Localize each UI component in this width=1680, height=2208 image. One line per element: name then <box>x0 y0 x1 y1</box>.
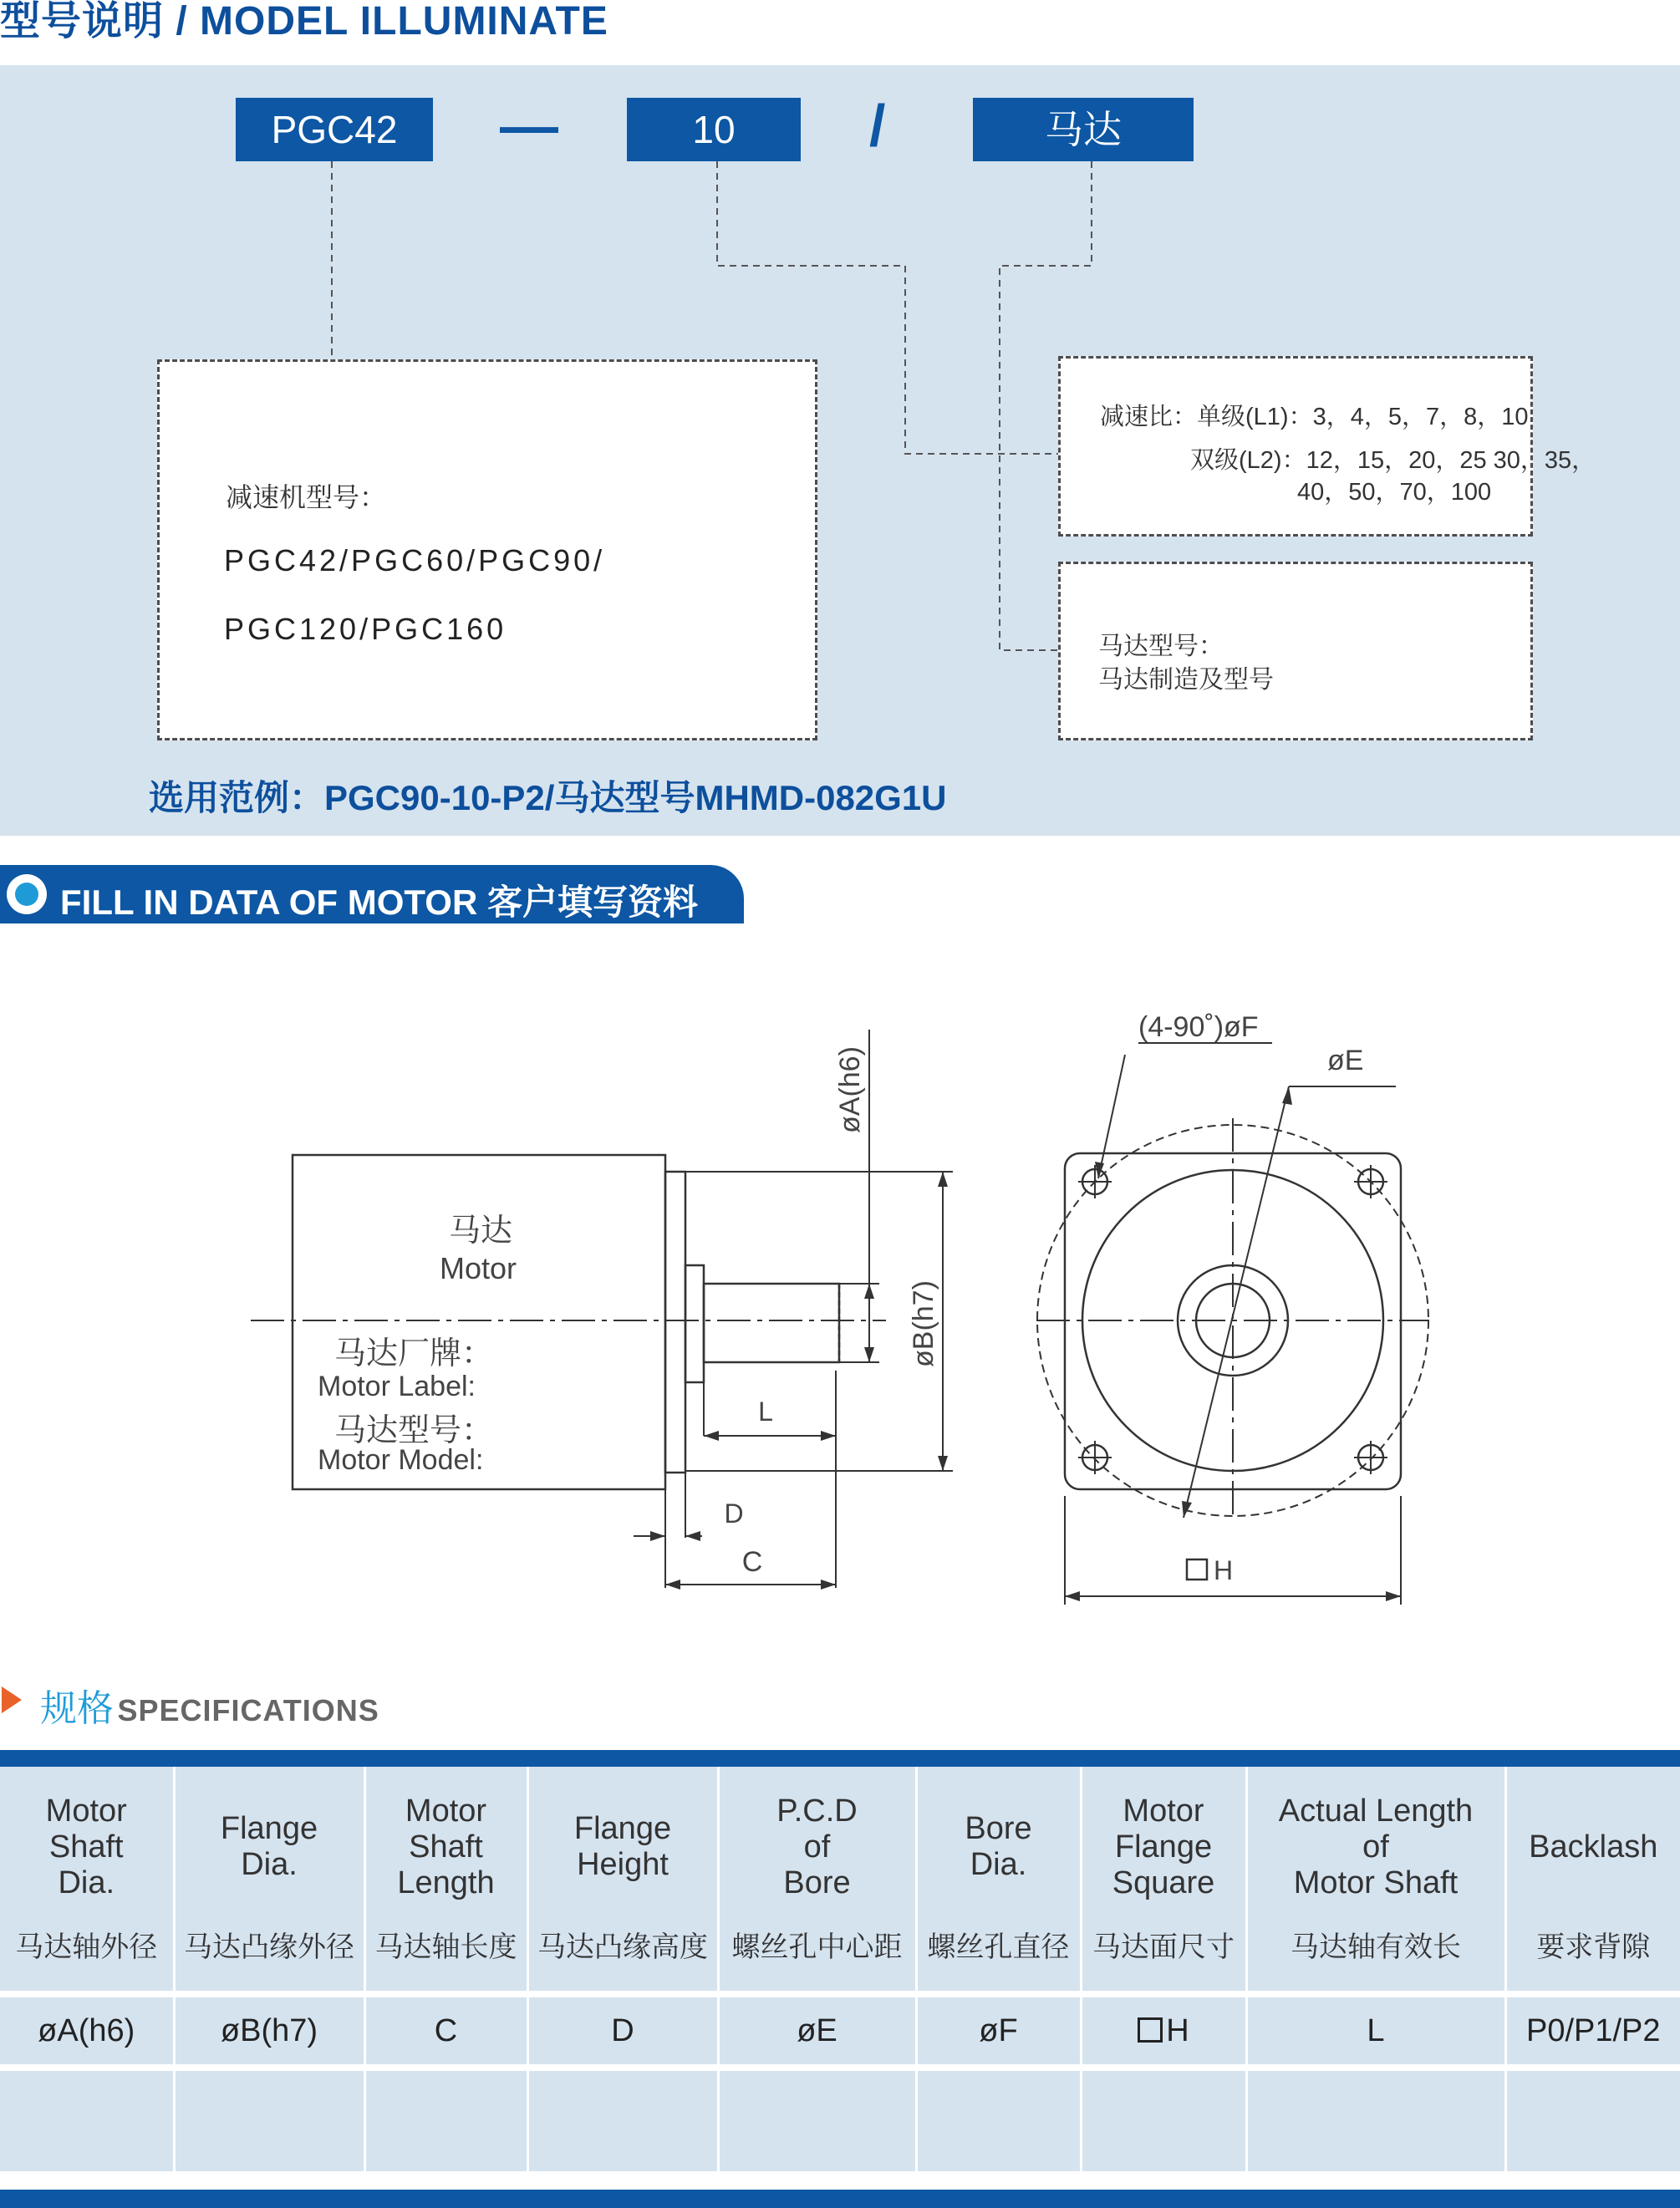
dim-e-label: øE <box>1327 1045 1364 1076</box>
spec-symbol-cell: H <box>1081 1994 1246 2068</box>
spec-input-cell[interactable] <box>1081 2068 1246 2171</box>
motor-dimension-drawing <box>0 953 1680 1613</box>
spec-input-cell[interactable] <box>718 2068 916 2171</box>
dim-h-label: H <box>1214 1555 1234 1585</box>
ratio-single-row <box>1100 398 1529 432</box>
spec-title-cn: 规格 <box>40 1688 114 1729</box>
ratio-double-label: 双级(L2)： <box>1190 447 1306 474</box>
spec-col-header: Motor Shaft Length 马达轴长度 <box>364 1767 527 1994</box>
model-code-slash: / <box>869 93 886 158</box>
spec-symbol-cell: P0/P1/P2 <box>1505 1994 1680 2068</box>
table-top-bar <box>0 1750 1680 1767</box>
spec-input-cell[interactable] <box>174 2068 364 2171</box>
model-code-ratio: 10 <box>627 98 801 161</box>
motor-model-en-label: Motor Model: <box>318 1444 484 1476</box>
spec-input-cell[interactable] <box>1246 2068 1505 2171</box>
dim-f-label: (4-90˚)øF <box>1138 1011 1259 1043</box>
motor-model-line2: 马达制造及型号 <box>1098 666 1274 694</box>
spec-section-title <box>40 1678 379 1732</box>
selection-example: 选用范例：PGC90-10-P2/马达型号MHMD-082G1U <box>149 778 947 817</box>
motor-model-line1: 马达型号： <box>1098 633 1224 660</box>
motor-brand-cn-label: 马达厂牌： <box>334 1336 494 1371</box>
spec-header-row <box>0 1767 1680 1994</box>
reducer-model-line2: PGC120/PGC160 <box>224 612 507 646</box>
spec-col-header: Backlash 要求背隙 <box>1505 1767 1680 1994</box>
spec-col-header: Flange Dia. 马达凸缘外径 <box>174 1767 364 1994</box>
ratio-double-values-1: 12，15，20，25 30，35， <box>1306 447 1596 474</box>
ratio-label: 减速比： <box>1100 404 1198 430</box>
motor-brand-en-label: Motor Label: <box>318 1371 476 1402</box>
square-symbol-icon <box>1187 1559 1207 1580</box>
spec-input-cell[interactable] <box>527 2068 718 2171</box>
page-title: 型号说明 / MODEL ILLUMINATE <box>0 0 608 43</box>
spec-input-cell[interactable] <box>916 2068 1081 2171</box>
fill-in-banner-label: FILL IN DATA OF MOTOR 客户填写资料 <box>60 883 698 922</box>
square-symbol-icon <box>1138 2017 1163 2043</box>
motor-en-label: Motor <box>439 1251 517 1285</box>
model-code-dash: — <box>500 93 558 158</box>
motor-cn-label: 马达 <box>448 1213 513 1249</box>
ratio-double-values-2: 40，50，70，100 <box>1297 479 1492 506</box>
spec-symbol-cell: øB(h7) <box>174 1994 364 2068</box>
spec-symbol-cell: L <box>1246 1994 1505 2068</box>
spec-col-header: Motor Flange Square 马达面尺寸 <box>1081 1767 1246 1994</box>
spec-symbol-cell: C <box>364 1994 527 2068</box>
spec-col-header: Bore Dia. 螺丝孔直径 <box>916 1767 1081 1994</box>
spec-col-header: Actual Length of Motor Shaft 马达轴有效长 <box>1246 1767 1505 1994</box>
spec-input-cell[interactable] <box>1505 2068 1680 2171</box>
spec-symbol-cell: øE <box>718 1994 916 2068</box>
dim-c-label: C <box>741 1546 763 1578</box>
spec-symbol-row <box>0 1994 1680 2068</box>
spec-title-en: SPECIFICATIONS <box>117 1693 379 1727</box>
spec-col-header: Motor Shaft Dia. 马达轴外径 <box>0 1767 174 1994</box>
ratio-single-label: 单级(L1)： <box>1197 404 1313 430</box>
reducer-model-line1: PGC42/PGC60/PGC90/ <box>224 543 606 577</box>
ratio-single-values: 3，4，5，7，8，10 <box>1312 404 1529 430</box>
spec-col-header: P.C.D of Bore 螺丝孔中心距 <box>718 1767 916 1994</box>
dim-b-label: øB(h7) <box>908 1280 939 1367</box>
spec-symbol-cell: D <box>527 1994 718 2068</box>
dim-a-label: øA(h6) <box>834 1046 866 1133</box>
spec-input-cell[interactable] <box>364 2068 527 2171</box>
spec-input-cell[interactable] <box>0 2068 174 2171</box>
spec-input-row <box>0 2068 1680 2171</box>
spec-symbol-cell: øF <box>916 1994 1081 2068</box>
spec-table <box>0 1767 1680 2171</box>
model-code-motor: 马达 <box>973 98 1194 161</box>
reducer-model-label: 减速机型号： <box>226 482 387 512</box>
dim-l-label: L <box>758 1397 773 1427</box>
motor-model-cn-label: 马达型号： <box>334 1413 494 1448</box>
spec-symbol-cell: øA(h6) <box>0 1994 174 2068</box>
triangle-bullet-icon <box>2 1687 22 1713</box>
spec-col-header: Flange Height 马达凸缘高度 <box>527 1767 718 1994</box>
model-code-series: PGC42 <box>236 98 433 161</box>
ratio-double-row <box>1190 441 1596 476</box>
table-bottom-bar <box>0 2190 1680 2208</box>
bullet-dot-icon <box>15 883 38 906</box>
dim-d-label: D <box>724 1498 744 1529</box>
